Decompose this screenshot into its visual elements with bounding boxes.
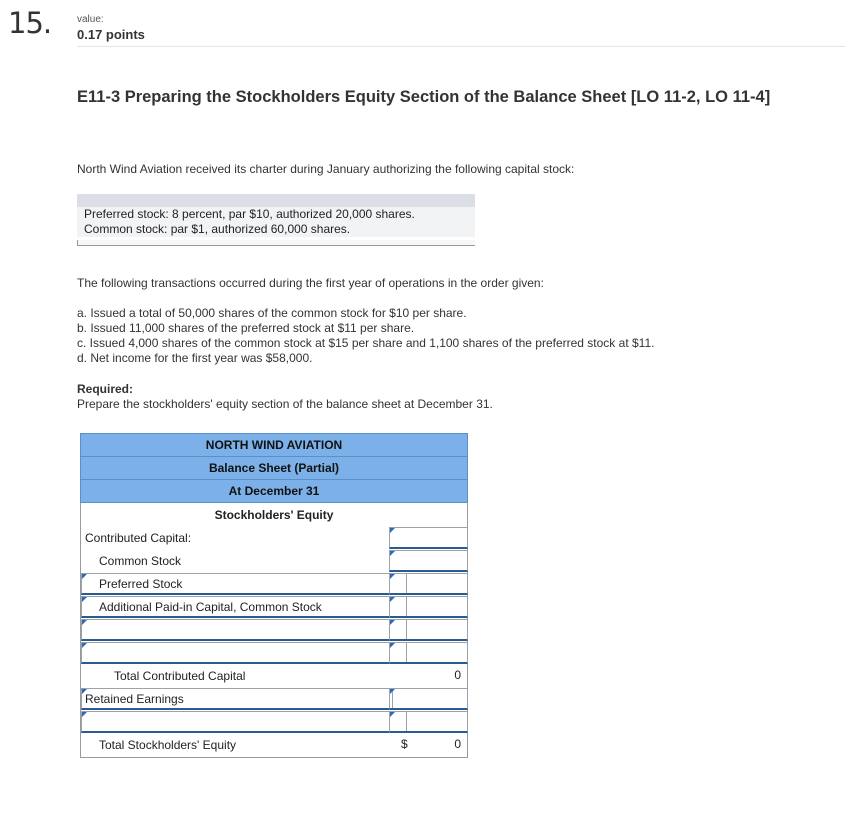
currency-symbol: $	[401, 737, 408, 751]
required-label: Required:	[77, 382, 134, 396]
contributed-capital-label: Contributed Capital:	[85, 531, 192, 545]
problem-title: E11-3 Preparing the Stockholders Equity Section of the Balance Sheet [LO 11-2, LO 11-4]	[77, 88, 771, 106]
stock-box-band	[77, 194, 475, 207]
table-row	[80, 573, 468, 596]
retained-earnings-amount-input[interactable]	[389, 688, 468, 710]
statement-name: Balance Sheet (Partial)	[80, 456, 468, 479]
preferred-stock-label-select[interactable]: Preferred Stock	[81, 573, 407, 595]
common-stock-label: Common Stock	[99, 554, 182, 568]
table-row	[80, 711, 468, 734]
blank-amount-input-2[interactable]	[389, 642, 468, 664]
balance-sheet-table	[80, 433, 468, 758]
apic-common-label-select[interactable]: Additional Paid-in Capital, Common Stock	[81, 596, 407, 618]
total-stockholders-equity-label: Total Stockholders' Equity	[99, 738, 237, 752]
transaction-a: a. Issued a total of 50,000 shares of the common stock for $10 per share.	[77, 306, 467, 320]
apic-common-amount-input[interactable]	[389, 596, 468, 618]
total-stockholders-equity-amount: $ 0	[389, 734, 466, 755]
table-row	[80, 734, 468, 758]
statement-date: At December 31	[80, 479, 468, 503]
blank-label-select-3[interactable]	[81, 711, 407, 733]
total-contributed-capital-label: Total Contributed Capital	[114, 669, 246, 683]
section-heading: Stockholders' Equity	[80, 503, 468, 527]
table-row	[80, 665, 468, 688]
table-row	[80, 550, 468, 573]
table-row	[80, 642, 468, 665]
capital-stock-box	[77, 194, 475, 246]
table-row	[80, 596, 468, 619]
table-row	[80, 619, 468, 642]
blank-amount-input-1[interactable]	[389, 619, 468, 641]
company-name: NORTH WIND AVIATION	[80, 433, 468, 456]
blank-label-select-1[interactable]	[81, 619, 407, 641]
stock-box-bottom	[77, 240, 475, 246]
retained-earnings-label-select[interactable]: Retained Earnings	[81, 688, 393, 710]
table-row	[80, 527, 468, 550]
transactions-intro: The following transactions occurred during the first year of operations in the order given:	[77, 276, 544, 290]
common-stock-amount-input[interactable]	[389, 550, 468, 572]
transaction-d: d. Net income for the first year was $58,000.	[77, 351, 313, 365]
preferred-stock-terms: Preferred stock: 8 percent, par $10, authorized 20,000 shares.	[77, 207, 475, 222]
blank-label-select-2[interactable]	[81, 642, 407, 664]
transactions-list	[77, 306, 654, 366]
preferred-stock-amount-input[interactable]	[389, 573, 468, 595]
common-stock-terms: Common stock: par $1, authorized 60,000 shares.	[77, 222, 475, 237]
blank-amount-input-3[interactable]	[389, 711, 468, 733]
required-text: Prepare the stockholders' equity section of the balance sheet at December 31.	[77, 397, 493, 411]
contributed-capital-amount-input[interactable]	[389, 527, 468, 549]
total-contributed-capital-amount: 0	[454, 668, 461, 682]
table-row	[80, 688, 468, 711]
question-number: 15.	[8, 6, 52, 40]
value-label: value:	[77, 14, 104, 25]
intro-text: North Wind Aviation received its charter during January authorizing the following capital stock:	[77, 162, 575, 176]
transaction-c: c. Issued 4,000 shares of the common stock at $15 per share and 1,100 shares of the preferred stock at $11.	[77, 336, 655, 350]
transaction-b: b. Issued 11,000 shares of the preferred stock at $11 per share.	[77, 321, 415, 335]
header-divider	[77, 46, 845, 47]
points-value: 0.17 points	[77, 27, 145, 42]
